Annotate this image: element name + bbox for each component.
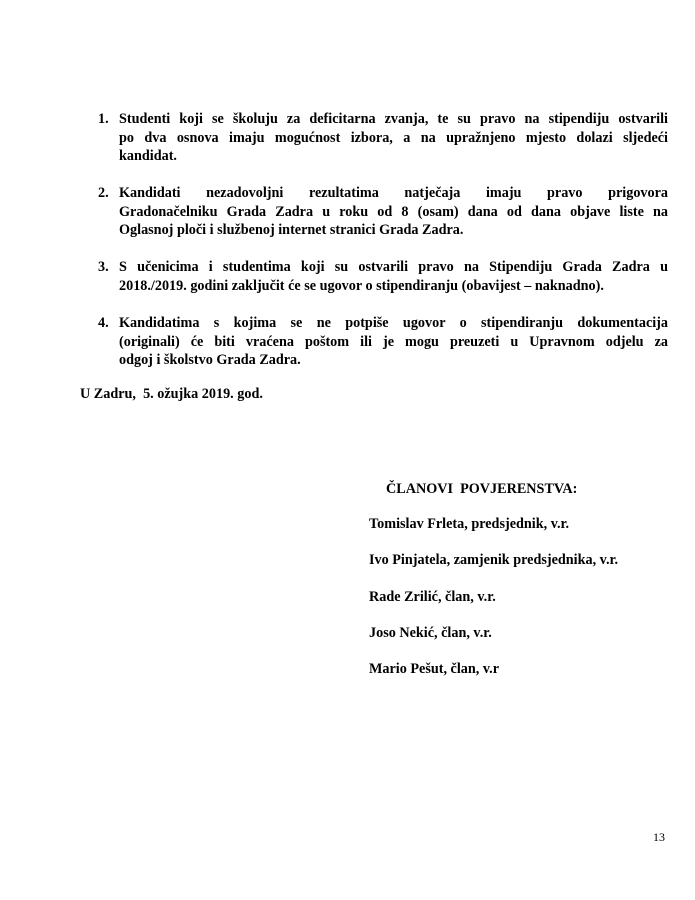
text-line: S učenicima i studentima koji su ostvarili pravo na Stipendiju Grada Zadra u <box>119 259 668 275</box>
text-line: Oglasnoj ploči i službenoj internet stranici Grada Zadra. <box>119 222 464 239</box>
list-item-number: 3. <box>98 259 109 275</box>
text-line: Kandidati nezadovoljni rezultatima natječaja imaju pravo prigovora <box>119 185 668 201</box>
committee-member: Mario Pešut, član, v.r <box>369 661 500 677</box>
list-item-4 <box>98 314 668 370</box>
list-item-2 <box>98 184 668 240</box>
committee-member: Rade Zrilić, član, v.r. <box>369 589 496 605</box>
text-line: kandidat. <box>119 148 177 165</box>
text-line: Studenti koji se školuju za deficitarna zvanja, te su pravo na stipendiju ostvarili <box>119 111 668 127</box>
list-item-text <box>119 110 668 166</box>
text-line: Gradonačelniku Grada Zadra u roku od 8 (osam) dana od dana objave liste na <box>119 203 668 220</box>
text-line: (originali) će biti vraćena poštom ili je mogu preuzeti u Upravnom odjelu za <box>119 333 668 350</box>
text-line: odgoj i školstvo Grada Zadra. <box>119 352 301 369</box>
committee-member: Joso Nekić, član, v.r. <box>369 625 492 641</box>
committee-member: Ivo Pinjatela, zamjenik predsjednika, v.r. <box>369 552 619 568</box>
text-line: Kandidatima s kojima se ne potpiše ugovor o stipendiranju dokumentacija <box>119 315 668 331</box>
text-line: po dva osnova imaju mogućnost izbora, a na upražnjeno mjesto dolazi sljedeći <box>119 129 668 146</box>
list-item-text <box>119 184 668 240</box>
list-item-1 <box>98 110 668 166</box>
list-item-number: 1. <box>98 111 109 127</box>
committee-member: Tomislav Frleta, predsjednik, v.r. <box>369 516 570 532</box>
list-item-text <box>119 314 668 370</box>
list-item-number: 2. <box>98 185 109 201</box>
list-item-number: 4. <box>98 315 109 331</box>
committee-title: ČLANOVI POVJERENSTVA: <box>386 481 578 497</box>
list-item-3 <box>98 258 668 295</box>
date-line: U Zadru, 5. ožujka 2019. god. <box>80 386 263 402</box>
text-line: 2018./2019. godini zaključit će se ugovor o stipendiranju (obavijest – naknadno). <box>119 277 604 294</box>
page-number: 13 <box>653 830 665 844</box>
list-item-text <box>119 258 668 295</box>
